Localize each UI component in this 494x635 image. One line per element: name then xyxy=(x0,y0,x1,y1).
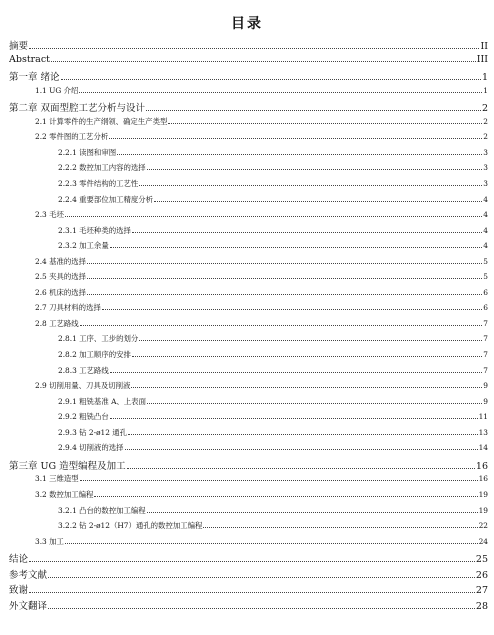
toc-entry-page-number: 7 xyxy=(483,365,488,375)
dot-leader xyxy=(110,247,483,248)
dot-leader xyxy=(29,48,479,49)
toc-entry-page-number: 3 xyxy=(483,147,488,157)
dot-leader xyxy=(139,340,482,341)
dot-leader xyxy=(128,434,478,435)
toc-entry-page-number: III xyxy=(476,53,488,65)
toc-entry-page-number: 3 xyxy=(483,163,488,173)
dot-leader xyxy=(48,608,475,609)
dot-leader xyxy=(139,185,482,186)
toc-entry-label: 2.2.1 读图和审图 xyxy=(58,147,117,157)
toc-entry-label: 3.2.1 凸台的数控加工编程 xyxy=(58,505,146,515)
dot-leader xyxy=(61,79,481,80)
dot-leader xyxy=(80,480,478,481)
toc-entry[interactable] xyxy=(35,287,488,298)
dot-leader xyxy=(110,372,483,373)
toc-entry-page-number: 22 xyxy=(478,521,488,531)
toc-entry[interactable] xyxy=(58,349,488,360)
toc-entry[interactable] xyxy=(35,85,488,96)
toc-entry-page-number: 7 xyxy=(483,334,488,344)
toc-entry[interactable] xyxy=(35,302,488,313)
toc-entry[interactable] xyxy=(58,162,488,173)
toc-entry-label: 2.2.3 零件结构的工艺性 xyxy=(58,178,139,188)
toc-entry-page-number: 14 xyxy=(478,443,488,453)
dot-leader xyxy=(80,325,483,326)
toc-entry[interactable] xyxy=(35,116,488,127)
toc-entry-label: 2.9.4 切削液的选择 xyxy=(58,443,124,453)
dot-leader xyxy=(125,449,478,450)
toc-entry-page-number: 11 xyxy=(478,412,488,422)
toc-entry-label: 2.4 基准的选择 xyxy=(35,256,87,266)
toc-entry[interactable] xyxy=(35,473,488,484)
toc-entry[interactable] xyxy=(58,178,488,189)
toc-entry-page-number: II xyxy=(480,41,488,52)
toc-entry[interactable] xyxy=(58,520,488,531)
toc-entry-label: 2.7 刀具材料的选择 xyxy=(35,303,101,313)
toc-entry[interactable] xyxy=(9,54,488,65)
dot-leader xyxy=(127,468,475,469)
toc-entry[interactable] xyxy=(58,505,488,516)
dot-leader xyxy=(51,61,476,62)
toc-entry-label: 2.8.1 工序、工步的划分 xyxy=(58,334,139,344)
dot-leader xyxy=(203,527,477,528)
toc-entry-page-number: 5 xyxy=(483,272,488,282)
toc-entry-page-number: 7 xyxy=(483,350,488,359)
dot-leader xyxy=(87,278,482,279)
toc-entry-label: 2.9.2 粗铣凸台 xyxy=(58,412,109,422)
toc-entry-label: 1.1 UG 介绍 xyxy=(35,85,79,95)
toc-entry-page-number: 4 xyxy=(483,241,488,251)
toc-entry[interactable] xyxy=(9,582,488,596)
toc-entry-label: 结论 xyxy=(9,554,29,566)
toc-entry-label: 第一章 绪论 xyxy=(9,72,60,84)
toc-entry-label: 2.3.1 毛坯种类的选择 xyxy=(58,225,131,235)
toc-entry-page-number: 7 xyxy=(483,318,488,328)
toc-entry-label: 2.2.2 数控加工内容的选择 xyxy=(58,163,146,173)
toc-entry-label: 2.5 夹具的选择 xyxy=(35,272,87,282)
toc-entry-label: 2.8.3 工艺路线 xyxy=(58,365,109,375)
dot-leader xyxy=(79,92,482,93)
page-title: 目录 xyxy=(231,16,263,32)
dot-leader xyxy=(94,496,477,497)
toc-entry[interactable] xyxy=(9,598,488,612)
toc-entry[interactable] xyxy=(35,536,488,547)
toc-entry-label: Abstract xyxy=(9,53,50,65)
toc-entry-page-number: 25 xyxy=(475,554,488,566)
toc-entry[interactable] xyxy=(58,442,488,453)
dot-leader xyxy=(147,512,478,513)
toc-entry-label: 2.3 毛坯 xyxy=(35,210,64,220)
toc-entry-page-number: 2 xyxy=(483,132,488,142)
toc-entry-label: 2.8.2 加工顺序的安排 xyxy=(58,350,131,359)
toc-entry-page-number: 1 xyxy=(481,72,488,84)
dot-leader xyxy=(102,309,482,310)
toc-entry[interactable] xyxy=(58,411,488,422)
dot-leader xyxy=(132,356,482,357)
toc-entry-page-number: 4 xyxy=(483,225,488,235)
toc-entry-page-number: 13 xyxy=(478,427,488,437)
toc-entry-page-number: 27 xyxy=(475,585,488,597)
toc-entry[interactable] xyxy=(9,458,488,472)
toc-entry-page-number: 6 xyxy=(483,303,488,313)
toc-entry-page-number: 4 xyxy=(483,194,488,204)
toc-entry-label: 2.8 工艺路线 xyxy=(35,318,79,328)
toc-entry[interactable] xyxy=(35,380,488,391)
toc-entry-label: 3.3 加工 xyxy=(35,536,64,546)
toc-entry[interactable] xyxy=(58,240,488,251)
toc-entry[interactable] xyxy=(58,194,488,205)
dot-leader xyxy=(109,138,482,139)
toc-entry[interactable] xyxy=(9,69,488,83)
toc-entry[interactable] xyxy=(9,551,488,565)
toc-entry-label: 第三章 UG 造型编程及加工 xyxy=(9,460,126,472)
toc-entry-label: 2.3.2 加工余量 xyxy=(58,241,109,251)
dot-leader xyxy=(87,263,482,264)
toc-entry-page-number: 1 xyxy=(483,85,488,95)
dot-leader xyxy=(48,577,475,578)
toc-entry[interactable] xyxy=(58,396,488,407)
toc-entry[interactable] xyxy=(35,489,488,500)
toc-entry-page-number: 5 xyxy=(483,256,488,266)
toc-entry[interactable] xyxy=(35,271,488,282)
toc-entry[interactable] xyxy=(58,225,488,236)
toc-entry[interactable] xyxy=(58,365,488,376)
toc-entry-label: 2.2.4 重要部位加工精度分析 xyxy=(58,194,154,204)
toc-entry-label: 2.2 零件图的工艺分析 xyxy=(35,132,109,142)
dot-leader xyxy=(147,403,482,404)
toc-entry[interactable] xyxy=(58,333,488,344)
toc-entry[interactable] xyxy=(35,256,488,267)
dot-leader xyxy=(154,201,482,202)
toc-entry-page-number: 3 xyxy=(483,178,488,188)
toc-entry-label: 3.2.2 钻 2-ø12（H7）通孔的数控加工编程 xyxy=(58,521,203,531)
toc-entry-label: 2.9 切削用量、刀具及切削液 xyxy=(35,381,131,391)
toc-entry-label: 第二章 双面型腔工艺分析与设计 xyxy=(9,103,146,115)
toc-entry[interactable] xyxy=(35,318,488,329)
toc-entry-page-number: 26 xyxy=(475,569,488,581)
toc-entry-page-number: 6 xyxy=(483,287,488,297)
toc-entry-label: 外文翻译 xyxy=(9,600,48,612)
dot-leader xyxy=(132,232,482,233)
dot-leader xyxy=(29,592,475,593)
dot-leader xyxy=(110,418,478,419)
dot-leader xyxy=(87,294,482,295)
toc-entry[interactable] xyxy=(58,427,488,438)
dot-leader xyxy=(65,543,478,544)
toc-entry-page-number: 9 xyxy=(483,396,488,406)
toc-entry-label: 3.1 三维造型 xyxy=(35,474,79,484)
toc-entry[interactable] xyxy=(35,209,488,220)
toc-entry-page-number: 2 xyxy=(481,103,488,115)
toc-entry-page-number: 19 xyxy=(478,505,488,515)
dot-leader xyxy=(65,216,482,217)
dot-leader xyxy=(168,123,482,124)
toc-entry[interactable] xyxy=(9,100,488,114)
toc-entry-page-number: 16 xyxy=(478,474,488,484)
dot-leader xyxy=(117,154,482,155)
dot-leader xyxy=(131,387,482,388)
toc-entry-label: 2.6 机床的选择 xyxy=(35,287,87,297)
dot-leader xyxy=(29,561,475,562)
toc-entry-page-number: 4 xyxy=(483,210,488,220)
toc-entry-label: 2.9.3 钻 2-ø12 通孔 xyxy=(58,427,128,437)
toc-entry-label: 参考文献 xyxy=(9,569,48,581)
toc-entry[interactable] xyxy=(35,131,488,142)
toc-entry-page-number: 16 xyxy=(475,460,488,472)
toc-entry-label: 2.1 计算零件的生产纲领、确定生产类型 xyxy=(35,116,168,126)
toc-entry-page-number: 19 xyxy=(478,489,488,499)
toc-entry-page-number: 28 xyxy=(475,600,488,612)
toc-entry[interactable] xyxy=(58,147,488,158)
toc-entry-label: 2.9.1 粗铣基准 A、上表面 xyxy=(58,396,146,406)
toc-entry-page-number: 2 xyxy=(483,116,488,126)
toc-entry-label: 3.2 数控加工编程 xyxy=(35,489,94,499)
dot-leader xyxy=(147,169,483,170)
toc-entry-page-number: 24 xyxy=(478,536,488,546)
toc-entry-label: 致谢 xyxy=(9,585,29,597)
toc-entry-page-number: 9 xyxy=(483,381,488,391)
toc-entry[interactable] xyxy=(9,567,488,581)
toc-entry-label: 摘要 xyxy=(9,41,29,52)
toc-entry[interactable] xyxy=(9,38,488,52)
dot-leader xyxy=(146,110,481,111)
